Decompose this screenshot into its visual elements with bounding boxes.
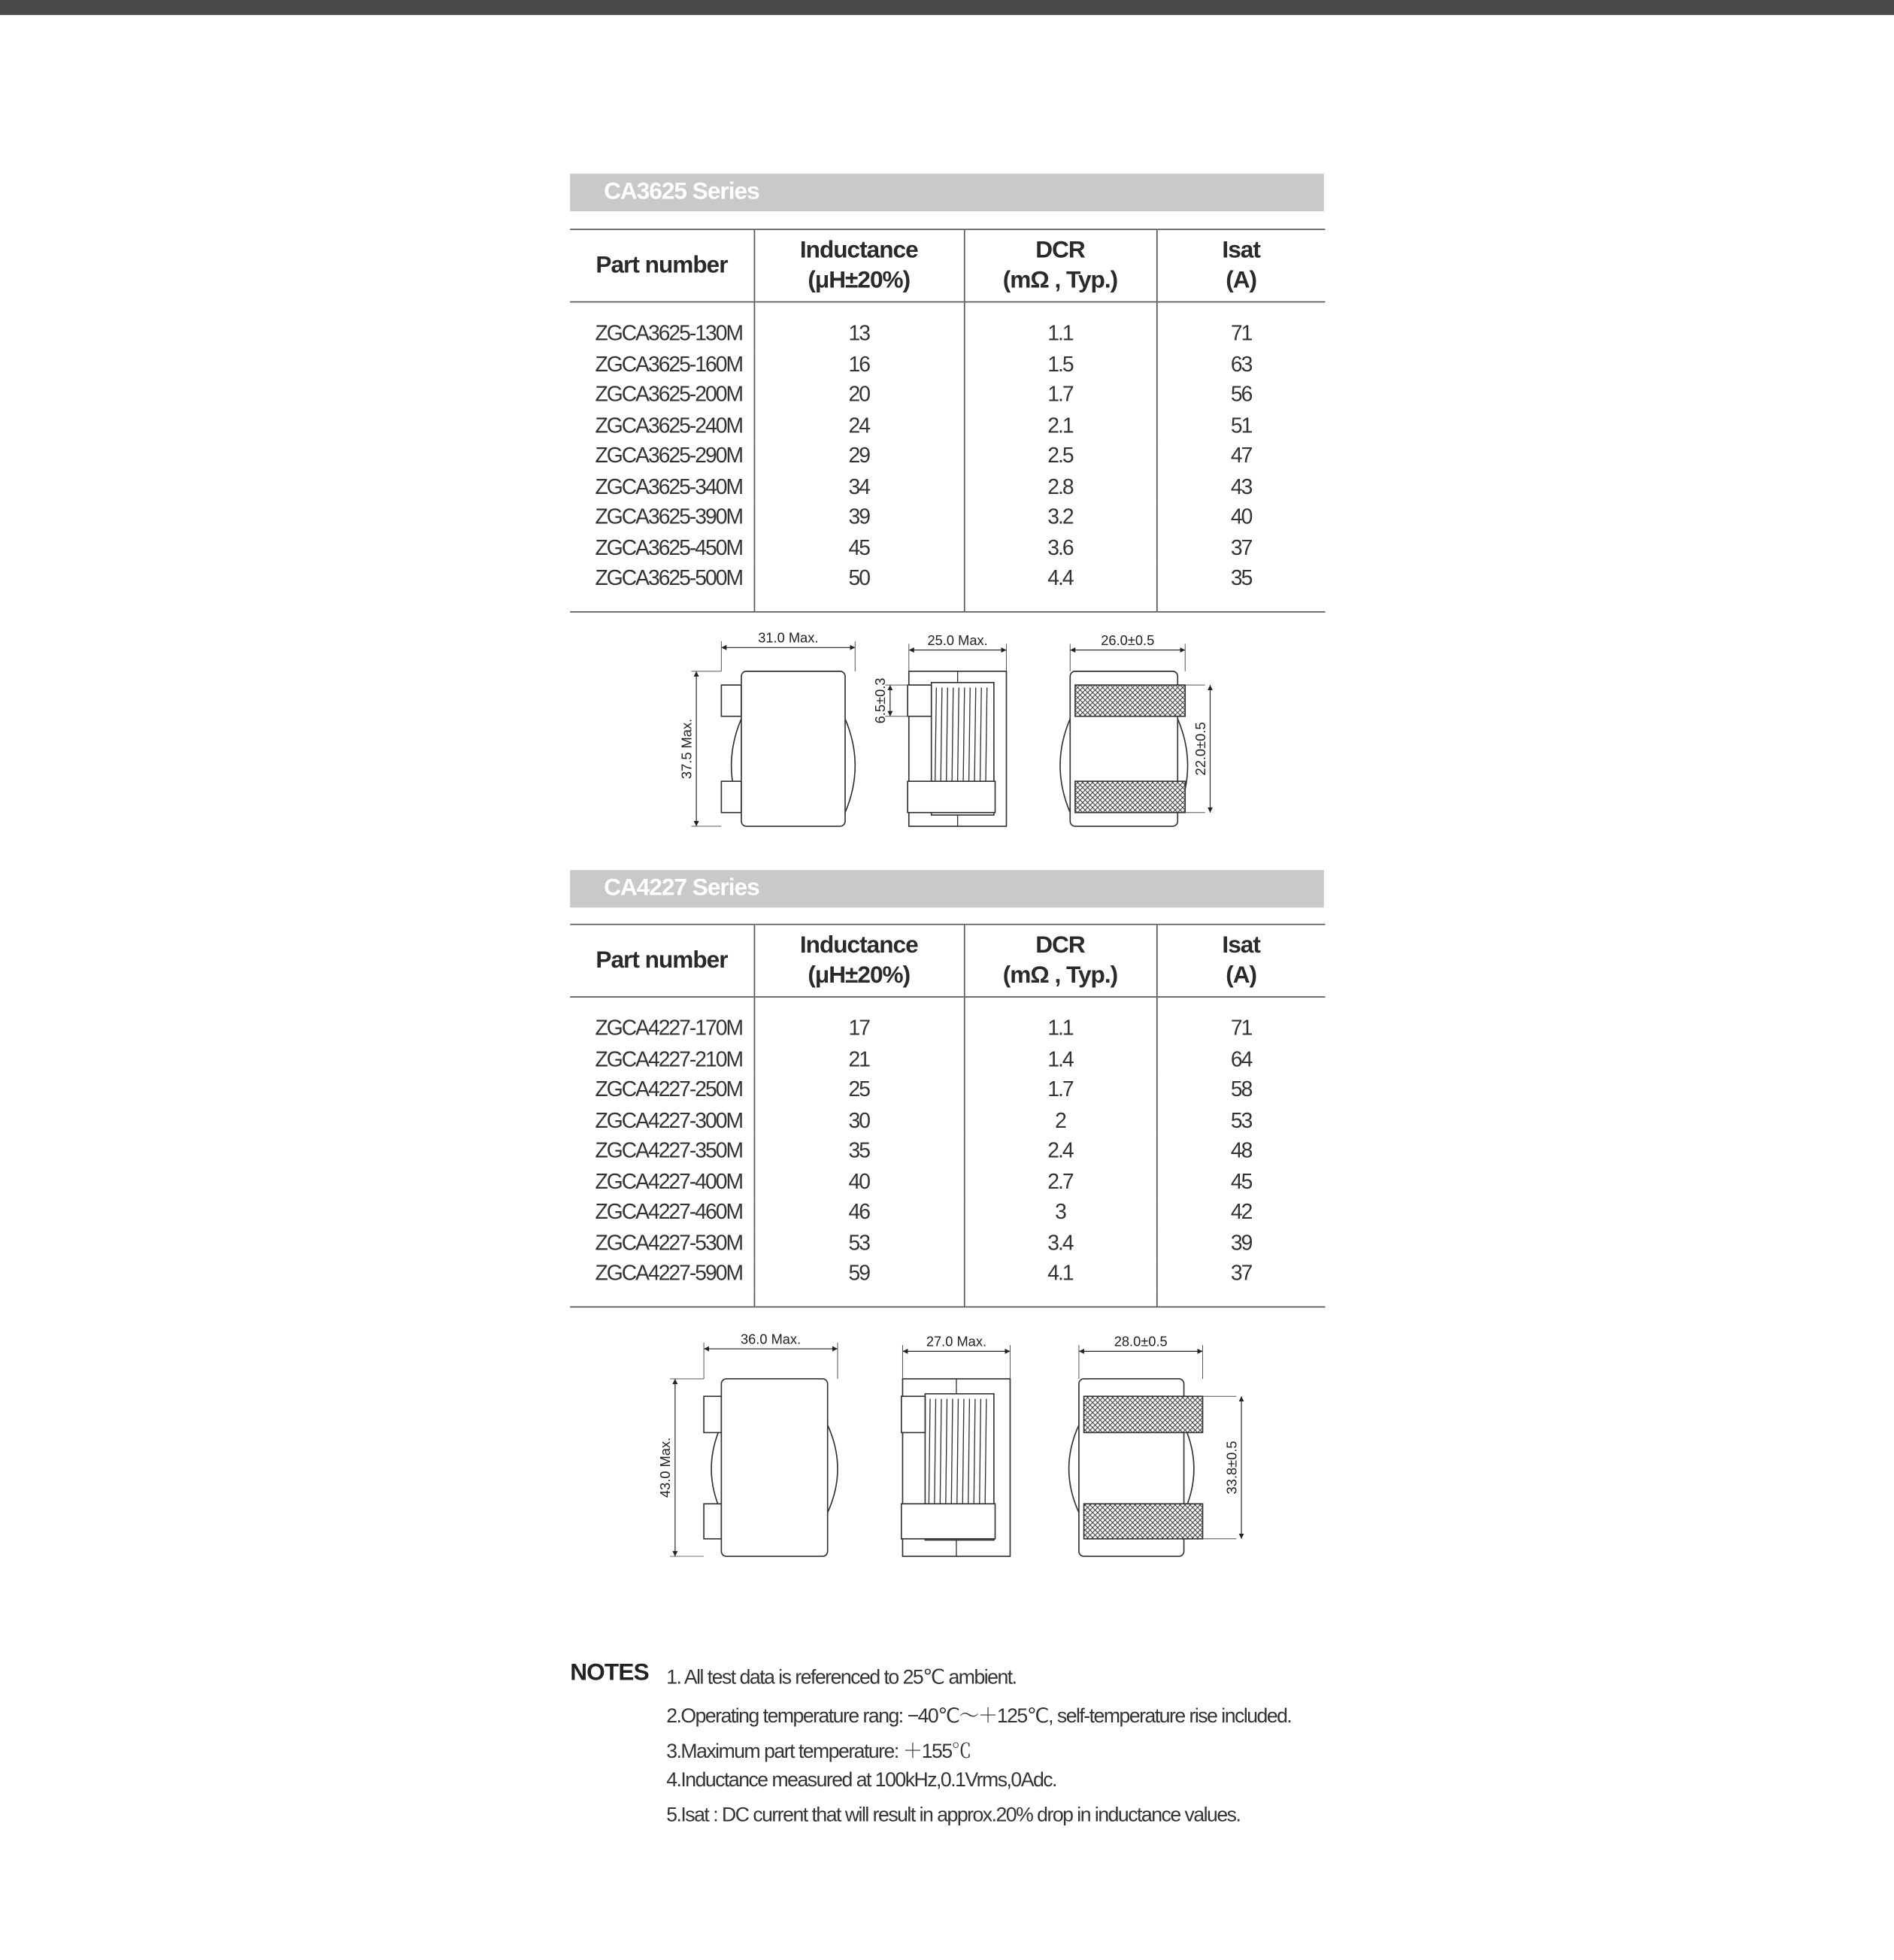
cell-inductance: 29	[754, 441, 964, 472]
cell-isat: 45	[1156, 1167, 1325, 1198]
hatched-pad	[1075, 781, 1185, 813]
header-unit: (μH±20%)	[808, 962, 911, 989]
cell-isat: 71	[1156, 1013, 1325, 1044]
cell-dcr: 2.4	[964, 1136, 1156, 1167]
cell-isat: 48	[1156, 1136, 1325, 1167]
hatched-pad	[1084, 1504, 1203, 1539]
cell-part-number: ZGCA3625-450M	[595, 535, 743, 560]
cell-dcr: 2.8	[964, 472, 1156, 503]
cell-dcr: 2.5	[964, 441, 1156, 472]
cell-part-number: ZGCA4227-250M	[595, 1077, 743, 1102]
terminal	[721, 781, 741, 813]
cell-isat: 42	[1156, 1198, 1325, 1228]
cell-dcr: 2.1	[964, 410, 1156, 441]
cell-inductance: 39	[754, 502, 964, 533]
header-unit: (mΩ , Typ.)	[1002, 962, 1118, 989]
cell-isat: 71	[1156, 319, 1325, 350]
core-arc	[828, 1425, 838, 1512]
header-unit: (μH±20%)	[808, 266, 911, 293]
cell-inductance: 59	[754, 1259, 964, 1289]
dimension-label: 27.0 Max.	[926, 1333, 987, 1350]
cell-isat: 58	[1156, 1075, 1325, 1106]
cell-part-number: ZGCA3625-290M	[595, 444, 743, 468]
series-title: CA3625 Series	[604, 178, 759, 205]
cell-part-number: ZGCA4227-300M	[595, 1108, 743, 1132]
terminal	[704, 1396, 721, 1432]
cell-part-number: ZGCA3625-500M	[595, 566, 743, 591]
cell-part-number: ZGCA3625-390M	[595, 505, 743, 529]
note-item: 4.Inductance measured at 100kHz,0.1Vrms,0Adc.	[666, 1770, 1056, 1792]
header-unit: (A)	[1226, 266, 1257, 293]
series-title: CA4227 Series	[604, 874, 759, 901]
cell-isat: 63	[1156, 350, 1325, 380]
header-label: Part number	[595, 947, 728, 974]
note-item: 5.Isat : DC current that will result in approx.20% drop in inductance values.	[666, 1804, 1241, 1827]
terminal	[902, 1504, 995, 1539]
cell-isat: 39	[1156, 1228, 1325, 1259]
header-label: Part number	[595, 252, 728, 278]
header-label: Inductance	[799, 932, 918, 959]
cell-dcr: 1.7	[964, 380, 1156, 410]
cell-dcr: 3.6	[964, 533, 1156, 564]
core-arc	[1060, 719, 1070, 813]
cell-dcr: 4.4	[964, 564, 1156, 595]
notes-heading: NOTES	[570, 1660, 649, 1686]
header-label: Inductance	[799, 237, 918, 263]
cell-isat: 56	[1156, 380, 1325, 410]
cell-part-number: ZGCA4227-350M	[595, 1139, 743, 1163]
note-item: 2.Operating temperature rang: −40℃～＋125℃, self-temperature rise included.	[666, 1706, 1292, 1728]
core-arc	[1184, 1425, 1194, 1512]
header-label: Isat	[1222, 932, 1260, 959]
cell-dcr: 2.7	[964, 1167, 1156, 1198]
cell-inductance: 25	[754, 1075, 964, 1106]
dimension-label: 25.0 Max.	[927, 632, 988, 648]
header-unit: (mΩ , Typ.)	[1002, 266, 1118, 293]
cell-isat: 37	[1156, 1259, 1325, 1289]
cell-inductance: 50	[754, 564, 964, 595]
dimension-label: 28.0±0.5	[1114, 1333, 1168, 1350]
dimension-label: 31.0 Max.	[758, 629, 819, 646]
hatched-pad	[1075, 685, 1185, 716]
dimension-label: 26.0±0.5	[1101, 632, 1155, 648]
cell-isat: 35	[1156, 564, 1325, 595]
terminal	[704, 1504, 721, 1539]
cell-part-number: ZGCA4227-530M	[595, 1231, 743, 1255]
cell-dcr: 3.2	[964, 502, 1156, 533]
cell-part-number: ZGCA3625-200M	[595, 383, 743, 407]
note-item: 3.Maximum part temperature: ＋155℃	[666, 1741, 971, 1763]
cell-dcr: 2	[964, 1106, 1156, 1137]
terminal	[908, 685, 932, 716]
cell-inductance: 30	[754, 1106, 964, 1137]
terminal	[721, 685, 741, 716]
cell-dcr: 1.7	[964, 1075, 1156, 1106]
cell-part-number: ZGCA4227-210M	[595, 1047, 743, 1071]
cell-isat: 53	[1156, 1106, 1325, 1137]
dimension-label: 6.5±0.3	[872, 677, 889, 724]
cell-dcr: 4.1	[964, 1259, 1156, 1289]
cell-dcr: 3	[964, 1198, 1156, 1228]
cell-inductance: 35	[754, 1136, 964, 1167]
dimension-label: 36.0 Max.	[740, 1331, 802, 1347]
header-label: DCR	[1035, 237, 1085, 263]
hatched-pad	[1084, 1396, 1203, 1432]
header-label: DCR	[1035, 932, 1085, 959]
dimension-label: 33.8±0.5	[1223, 1440, 1240, 1495]
cell-part-number: ZGCA3625-130M	[595, 321, 743, 346]
cell-inductance: 17	[754, 1013, 964, 1044]
cell-isat: 43	[1156, 472, 1325, 503]
cell-part-number: ZGCA4227-590M	[595, 1262, 743, 1286]
cell-part-number: ZGCA4227-400M	[595, 1169, 743, 1194]
terminal	[908, 781, 995, 813]
cell-dcr: 1.4	[964, 1044, 1156, 1075]
cell-inductance: 40	[754, 1167, 964, 1198]
note-item: 1. All test data is referenced to 25℃ ambient.	[666, 1668, 1017, 1689]
header-unit: (A)	[1226, 962, 1257, 989]
terminal	[902, 1396, 926, 1432]
header-label: Isat	[1222, 237, 1260, 263]
cell-part-number: ZGCA3625-240M	[595, 413, 743, 438]
cell-inductance: 45	[754, 533, 964, 564]
cell-part-number: ZGCA4227-170M	[595, 1016, 743, 1041]
cell-inductance: 24	[754, 410, 964, 441]
cell-isat: 64	[1156, 1044, 1325, 1075]
cell-dcr: 3.4	[964, 1228, 1156, 1259]
dimension-label: 43.0 Max.	[657, 1437, 674, 1498]
dimension-label: 37.5 Max.	[678, 718, 695, 780]
core-arc	[845, 719, 855, 813]
cell-part-number: ZGCA3625-340M	[595, 474, 743, 499]
cell-isat: 37	[1156, 533, 1325, 564]
front-view-body	[721, 1379, 827, 1556]
cell-part-number: ZGCA4227-460M	[595, 1200, 743, 1225]
cell-inductance: 46	[754, 1198, 964, 1228]
cell-inductance: 53	[754, 1228, 964, 1259]
cell-dcr: 1.1	[964, 1013, 1156, 1044]
cell-isat: 51	[1156, 410, 1325, 441]
core-arc	[1069, 1425, 1079, 1512]
cell-dcr: 1.1	[964, 319, 1156, 350]
cell-isat: 47	[1156, 441, 1325, 472]
cell-part-number: ZGCA3625-160M	[595, 352, 743, 377]
front-view-body	[741, 671, 845, 826]
cell-inductance: 20	[754, 380, 964, 410]
cell-inductance: 34	[754, 472, 964, 503]
cell-isat: 40	[1156, 502, 1325, 533]
cell-inductance: 13	[754, 319, 964, 350]
cell-dcr: 1.5	[964, 350, 1156, 380]
cell-inductance: 16	[754, 350, 964, 380]
cell-inductance: 21	[754, 1044, 964, 1075]
core-arc	[711, 1425, 721, 1512]
dimension-label: 22.0±0.5	[1192, 722, 1208, 776]
